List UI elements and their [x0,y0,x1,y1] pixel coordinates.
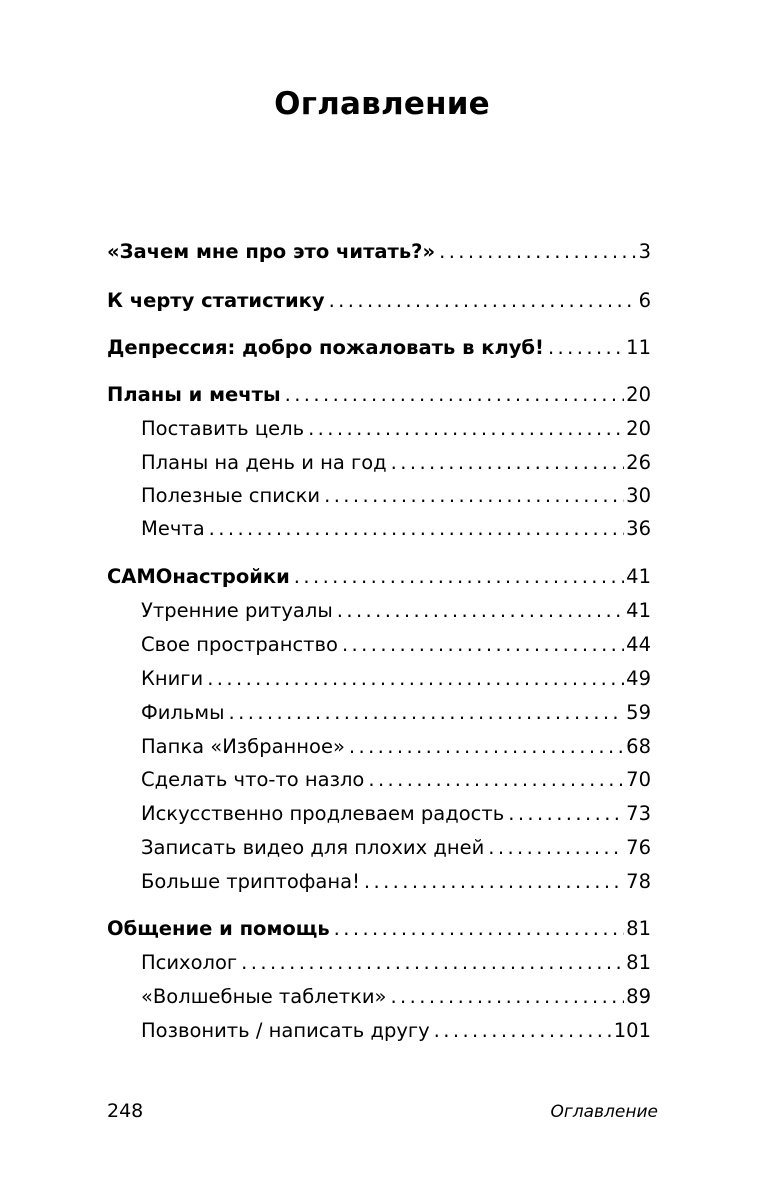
toc-entry-label: Мечта [141,517,205,540]
toc-entry-page: 49 [626,667,651,690]
toc-entry [141,514,651,544]
toc-entry-label: Фильмы [141,701,225,724]
page-number: 248 [107,1100,144,1122]
page-title: Оглавление [274,86,490,122]
toc-entry-label: Депрессия: добро пожаловать в клуб! [107,336,544,359]
toc-entry-label: Общение и помощь [107,917,330,940]
toc-entry-label: Планы и мечты [107,383,281,406]
dot-leader [544,333,624,363]
toc-entry-label: Свое пространство [141,633,338,656]
dot-leader [484,833,624,863]
toc-entry-label: К черту статистику [107,289,325,312]
toc-entry-page: 76 [626,836,651,859]
dot-leader [364,765,624,795]
dot-leader [330,914,625,944]
toc-entry-page: 44 [626,633,651,656]
toc-entry-label: САМОнастройки [107,565,290,588]
toc-entry [141,982,651,1012]
toc-entry [141,664,651,694]
toc-entry-page: 26 [626,451,651,474]
dot-leader [333,596,624,626]
toc-entry-label: Искусственно продлеваем радость [141,802,505,825]
dot-leader [338,630,624,660]
toc-entry [141,732,651,762]
toc-entry-page: 89 [626,985,651,1008]
toc-entry [141,867,651,897]
toc-entry [141,448,651,478]
toc-entry-label: «Волшебные таблетки» [141,985,387,1008]
toc-entry-label: «Зачем мне про это читать?» [107,240,436,263]
toc-entry-label: Позвонить / написать другу [141,1019,430,1042]
toc-entry-page: 70 [626,768,651,791]
toc-entry [141,630,651,660]
toc-entry-page: 59 [626,701,651,724]
toc-entry-label: Больше триптофана! [141,870,360,893]
toc-entry-page: 41 [626,565,651,588]
toc-entry-page: 68 [626,735,651,758]
toc-entry-label: Сделать что-то назло [141,768,365,791]
dot-leader [290,562,624,592]
toc-entry [107,286,651,316]
dot-leader [345,732,624,762]
dot-leader [325,286,637,316]
toc-entry-page: 81 [626,917,651,940]
toc-entry-label: Полезные списки [141,484,321,507]
toc-entry-label: Книги [141,667,204,690]
dot-leader [386,982,624,1012]
toc-entry-page: 11 [626,336,651,359]
toc-entry-page: 6 [638,289,651,312]
toc-entry-page: 41 [626,599,651,622]
toc-entry-page: 81 [626,951,651,974]
toc-entry [141,414,651,444]
dot-leader [304,414,624,444]
toc-entry-page: 36 [626,517,651,540]
toc-entry-page: 20 [626,417,651,440]
dot-leader [430,1016,612,1046]
toc-entry [107,380,651,410]
toc-entry-page: 78 [626,870,651,893]
toc-entry-page: 101 [613,1019,651,1042]
toc-entry [107,333,651,363]
toc-entry-label: Записать видео для плохих дней [141,836,485,859]
toc-entry [141,765,651,795]
dot-leader [320,481,624,511]
dot-leader [435,237,636,267]
toc-entry-label: Психолог [141,951,238,974]
toc-entry [107,914,651,944]
dot-leader [387,448,625,478]
toc-entry-page: 73 [626,802,651,825]
toc-entry [141,833,651,863]
toc-entry-label: Утренние ритуалы [141,599,333,622]
toc-entry [141,948,651,978]
toc-entry [141,596,651,626]
dot-leader [360,867,624,897]
toc-entry-label: Папка «Избранное» [141,735,345,758]
dot-leader [203,664,624,694]
dot-leader [237,948,624,978]
toc-entry-label: Поставить цель [141,417,305,440]
toc-entry-label: Планы на день и на год [141,451,387,474]
toc-entry [107,237,651,267]
dot-leader [504,799,624,829]
toc-entry [141,481,651,511]
toc-entry [141,1016,651,1046]
toc-entry-page: 20 [626,383,651,406]
dot-leader [205,514,625,544]
toc-entry [141,698,651,728]
toc-entry [107,562,651,592]
dot-leader [281,380,625,410]
dot-leader [225,698,625,728]
running-title: Оглавление [550,1102,658,1122]
toc-entry-page: 30 [626,484,651,507]
toc-entry-page: 3 [638,240,651,263]
toc-entry [141,799,651,829]
